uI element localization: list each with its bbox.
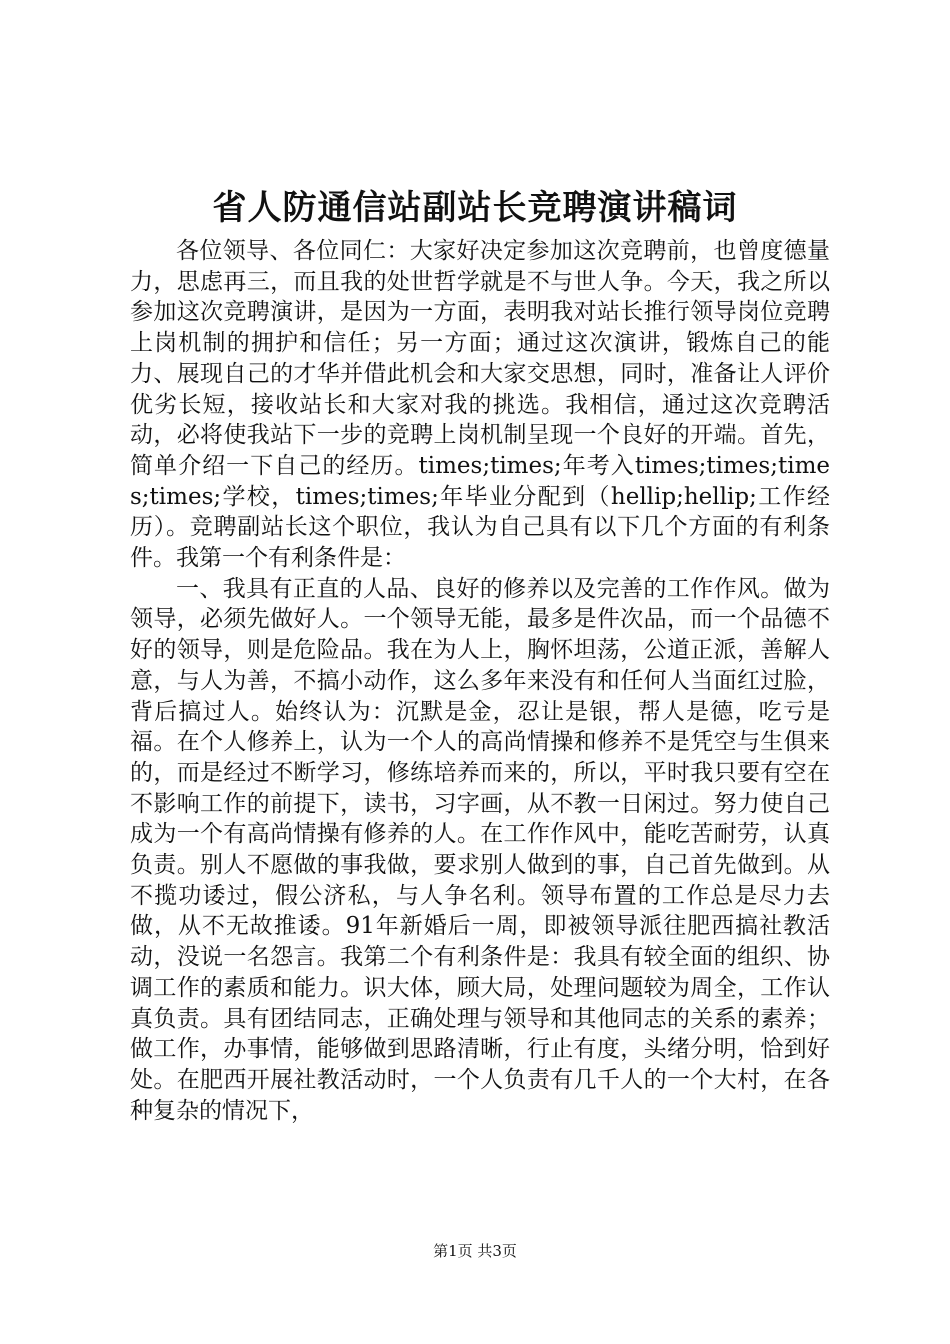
page-total: 共3页 <box>477 1242 517 1260</box>
page-footer <box>0 1240 950 1262</box>
body-paragraph: 一、我具有正直的人品、良好的修养以及完善的工作作风。做为领导，必须先做好人。一个领导无能，最多是件次品，而一个品德不好的领导，则是危险品。我在为人上，胸怀坦荡，公道正派，善解人意，与人为善，不搞小动作，这么多年来没有和任何人当面红过脸，背后搞过人。始终认为：沉默是金，忍让是银，帮人是德，吃亏是福。在个人修养上，认为一个人的高尚情操和修养不是凭空与生俱来的，而是经过不断学习，修练培养而来的，所以，平时我只要有空在不影响工作的前提下，读书，习字画，从不教一日闲过。努力使自己成为一个有高尚情操有修养的人。在工作作风中，能吃苦耐劳，认真负责。别人不愿做的事我做，要求别人做到的事，自己首先做到。从不揽功诿过，假公济私，与人争名利。领导布置的工作总是尽力去做，从不无故推诿。91年新婚后一周，即被领导派往肥西搞社教活动，没说一名怨言。我第二个有利条件是：我具有较全面的组织、协调工作的素质和能力。识大体，顾大局，处理问题较为周全，工作认真负责。具有团结同志，正确处理与领导和其他同志的关系的素养；做工作，办事情，能够做到思路清晰，行止有度，头绪分明，恰到好处。在肥西开展社教活动时，一个人负责有几千人的一个大村，在各种复杂的情况下， <box>130 575 830 1124</box>
document-title: 省人防通信站副站长竞聘演讲稿词 <box>212 188 738 228</box>
body-paragraph: 各位领导、各位同仁：大家好决定参加这次竞聘前，也曾度德量力，思虑再三，而且我的处世哲学就是不与世人争。今天，我之所以参加这次竞聘演讲，是因为一方面，表明我对站长推行领导岗位竞聘上岗机制的拥护和信任；另一方面；通过这次演讲，锻炼自己的能力、展现自己的才华并借此机会和大家交思想，同时，准备让人评价优劣长短，接收站长和大家对我的挑选。我相信，通过这次竞聘活动，必将使我站下一步的竞聘上岗机制呈现一个良好的开端。首先，简单介绍一下自己的经历。times;times;年考入times;times;times;times;学校，times;times;年毕业分配到（hellip;hellip;工作经历）。竞聘副站长这个职位，我认为自己具有以下几个方面的有利条件。我第一个有利条件是： <box>130 238 830 572</box>
page-number: 第1页 <box>433 1242 473 1260</box>
document-body <box>130 236 830 1126</box>
